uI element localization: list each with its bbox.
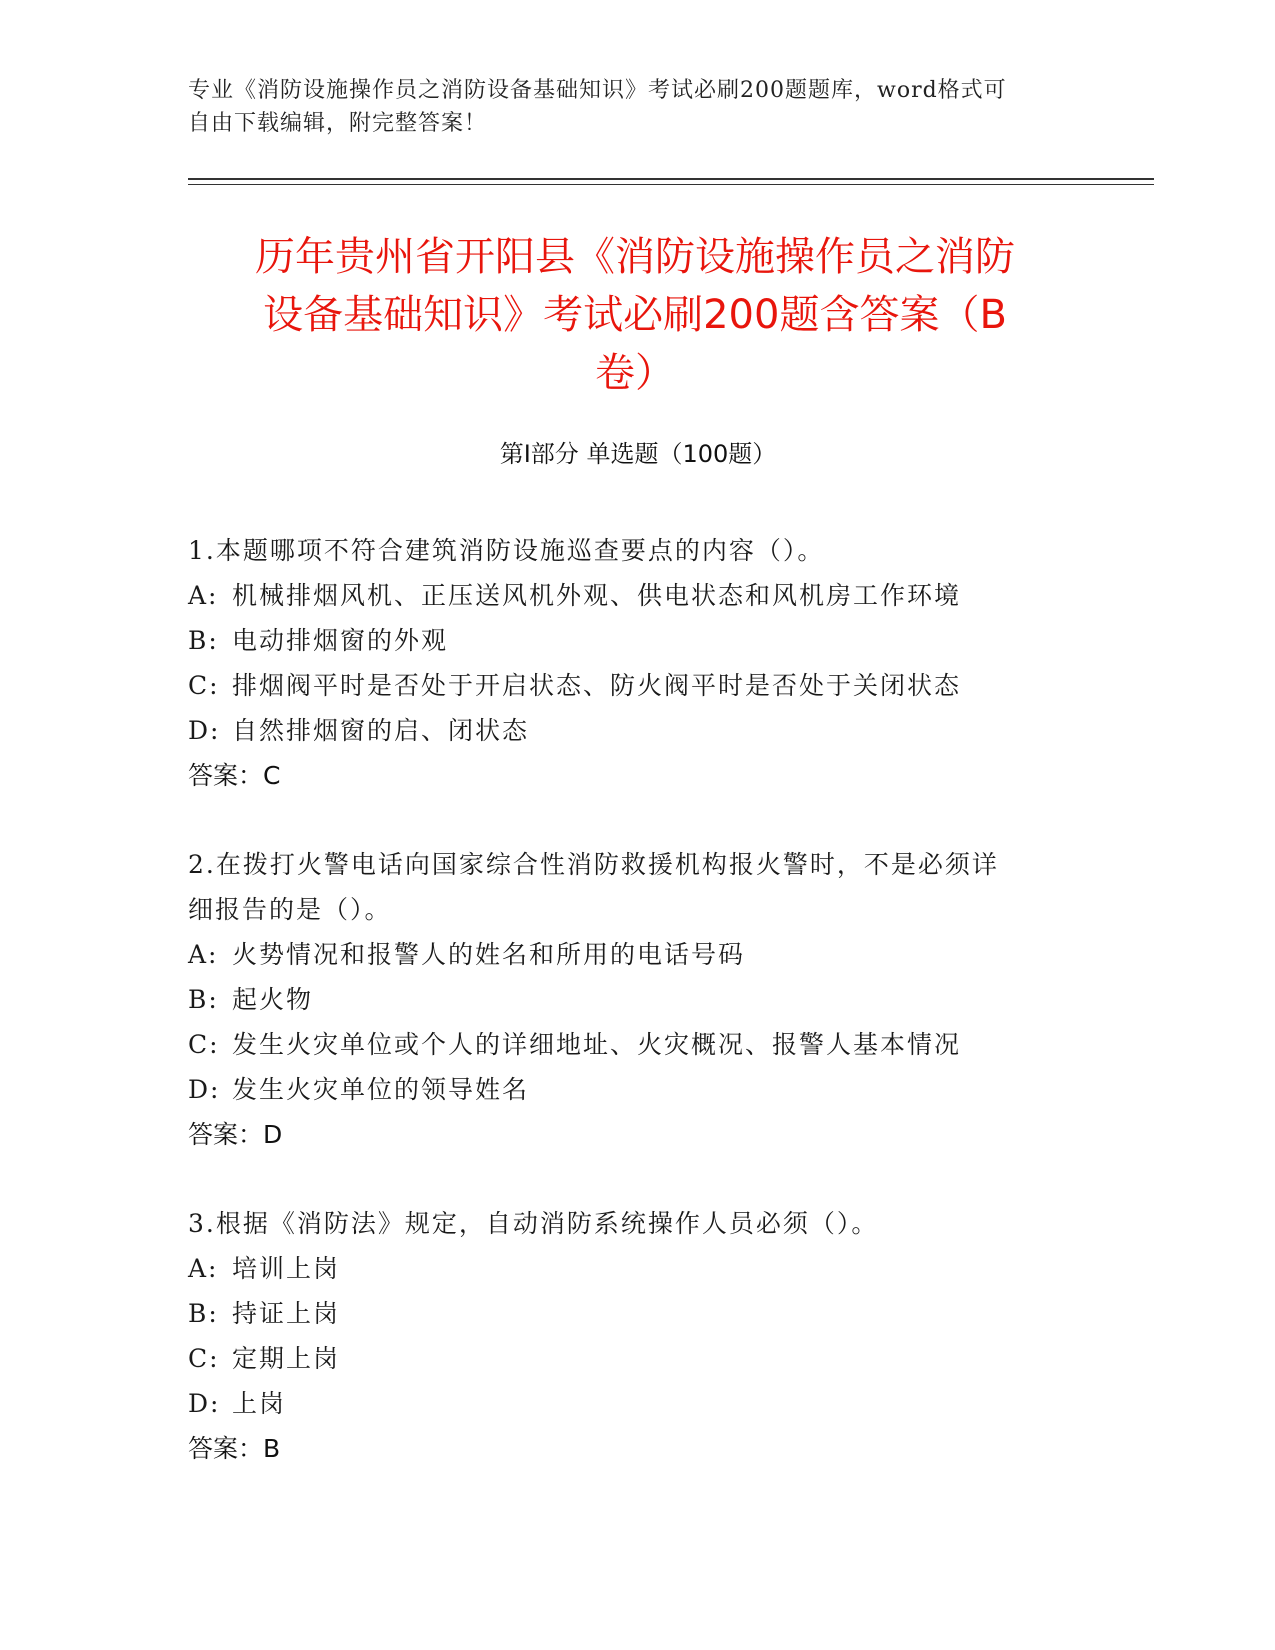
option-text: 自然排烟窗的启、闭状态	[232, 716, 530, 745]
answer-line	[188, 1112, 1088, 1157]
answer-line	[188, 753, 1088, 798]
option-text: 电动排烟窗的外观	[232, 626, 449, 655]
option-text: 培训上岗	[232, 1254, 341, 1283]
question-stem	[188, 1201, 1088, 1246]
answer-prefix: 答案：	[188, 1434, 264, 1463]
intro-line-1: 专业《消防设施操作员之消防设备基础知识》考试必刷200题题库，word格式可	[188, 78, 1007, 103]
question-list	[188, 528, 1088, 1515]
option-letter: B:	[188, 1299, 219, 1328]
option-letter: C:	[188, 1344, 220, 1373]
option-text: 火势情况和报警人的姓名和所用的电话号码	[232, 940, 746, 969]
option-a	[188, 1246, 1088, 1291]
answer-line	[188, 1426, 1088, 1471]
question-stem-line: 3.根据《消防法》规定，自动消防系统操作人员必须（）。	[188, 1209, 879, 1238]
title-line-3: 卷）	[595, 350, 675, 396]
option-letter: A:	[188, 940, 219, 969]
option-text: 机械排烟风机、正压送风机外观、供电状态和风机房工作环境	[232, 581, 962, 610]
header-divider-thick	[188, 178, 1154, 180]
option-text: 发生火灾单位或个人的详细地址、火灾概况、报警人基本情况	[232, 1030, 962, 1059]
option-d	[188, 1067, 1088, 1112]
option-c	[188, 1022, 1088, 1067]
option-b	[188, 1291, 1088, 1336]
answer-value: C	[263, 761, 281, 790]
option-c	[188, 1336, 1088, 1381]
option-b	[188, 618, 1088, 663]
title-line-2: 设备基础知识》考试必刷200题含答案（B	[263, 292, 1007, 338]
option-c	[188, 663, 1088, 708]
answer-prefix: 答案：	[188, 761, 264, 790]
option-text: 定期上岗	[232, 1344, 341, 1373]
option-letter: A:	[188, 581, 219, 610]
option-letter: D:	[188, 1389, 221, 1418]
option-text: 上岗	[232, 1389, 287, 1418]
title-line-1: 历年贵州省开阳县《消防设施操作员之消防	[255, 234, 1015, 280]
option-letter: C:	[188, 671, 220, 700]
option-text: 发生火灾单位的领导姓名	[232, 1075, 530, 1104]
answer-value: D	[263, 1120, 283, 1149]
question-2	[188, 842, 1088, 1157]
option-a	[188, 932, 1088, 977]
question-stem-line: 2.在拨打火警电话向国家综合性消防救援机构报火警时，不是必须详	[188, 850, 999, 879]
option-letter: D:	[188, 716, 221, 745]
question-stem-line: 1.本题哪项不符合建筑消防设施巡查要点的内容（）。	[188, 536, 825, 565]
option-d	[188, 1381, 1088, 1426]
option-letter: C:	[188, 1030, 220, 1059]
document-title	[180, 228, 1090, 402]
option-text: 排烟阀平时是否处于开启状态、防火阀平时是否处于关闭状态	[232, 671, 962, 700]
option-a	[188, 573, 1088, 618]
section-title: 第Ⅰ部分 单选题（100题）	[499, 440, 777, 468]
option-letter: B:	[188, 985, 219, 1014]
header-divider-thin	[188, 184, 1154, 185]
option-letter: D:	[188, 1075, 221, 1104]
question-3	[188, 1201, 1088, 1471]
question-stem	[188, 842, 1088, 932]
option-text: 起火物	[232, 985, 314, 1014]
intro-text	[188, 74, 1088, 140]
option-b	[188, 977, 1088, 1022]
option-d	[188, 708, 1088, 753]
option-letter: A:	[188, 1254, 219, 1283]
answer-prefix: 答案：	[188, 1120, 264, 1149]
intro-line-2: 自由下载编辑，附完整答案！	[188, 111, 488, 136]
answer-value: B	[263, 1434, 281, 1463]
question-stem-line: 细报告的是（）。	[188, 895, 392, 924]
option-letter: B:	[188, 626, 219, 655]
question-1	[188, 528, 1088, 798]
question-stem	[188, 528, 1088, 573]
option-text: 持证上岗	[232, 1299, 341, 1328]
